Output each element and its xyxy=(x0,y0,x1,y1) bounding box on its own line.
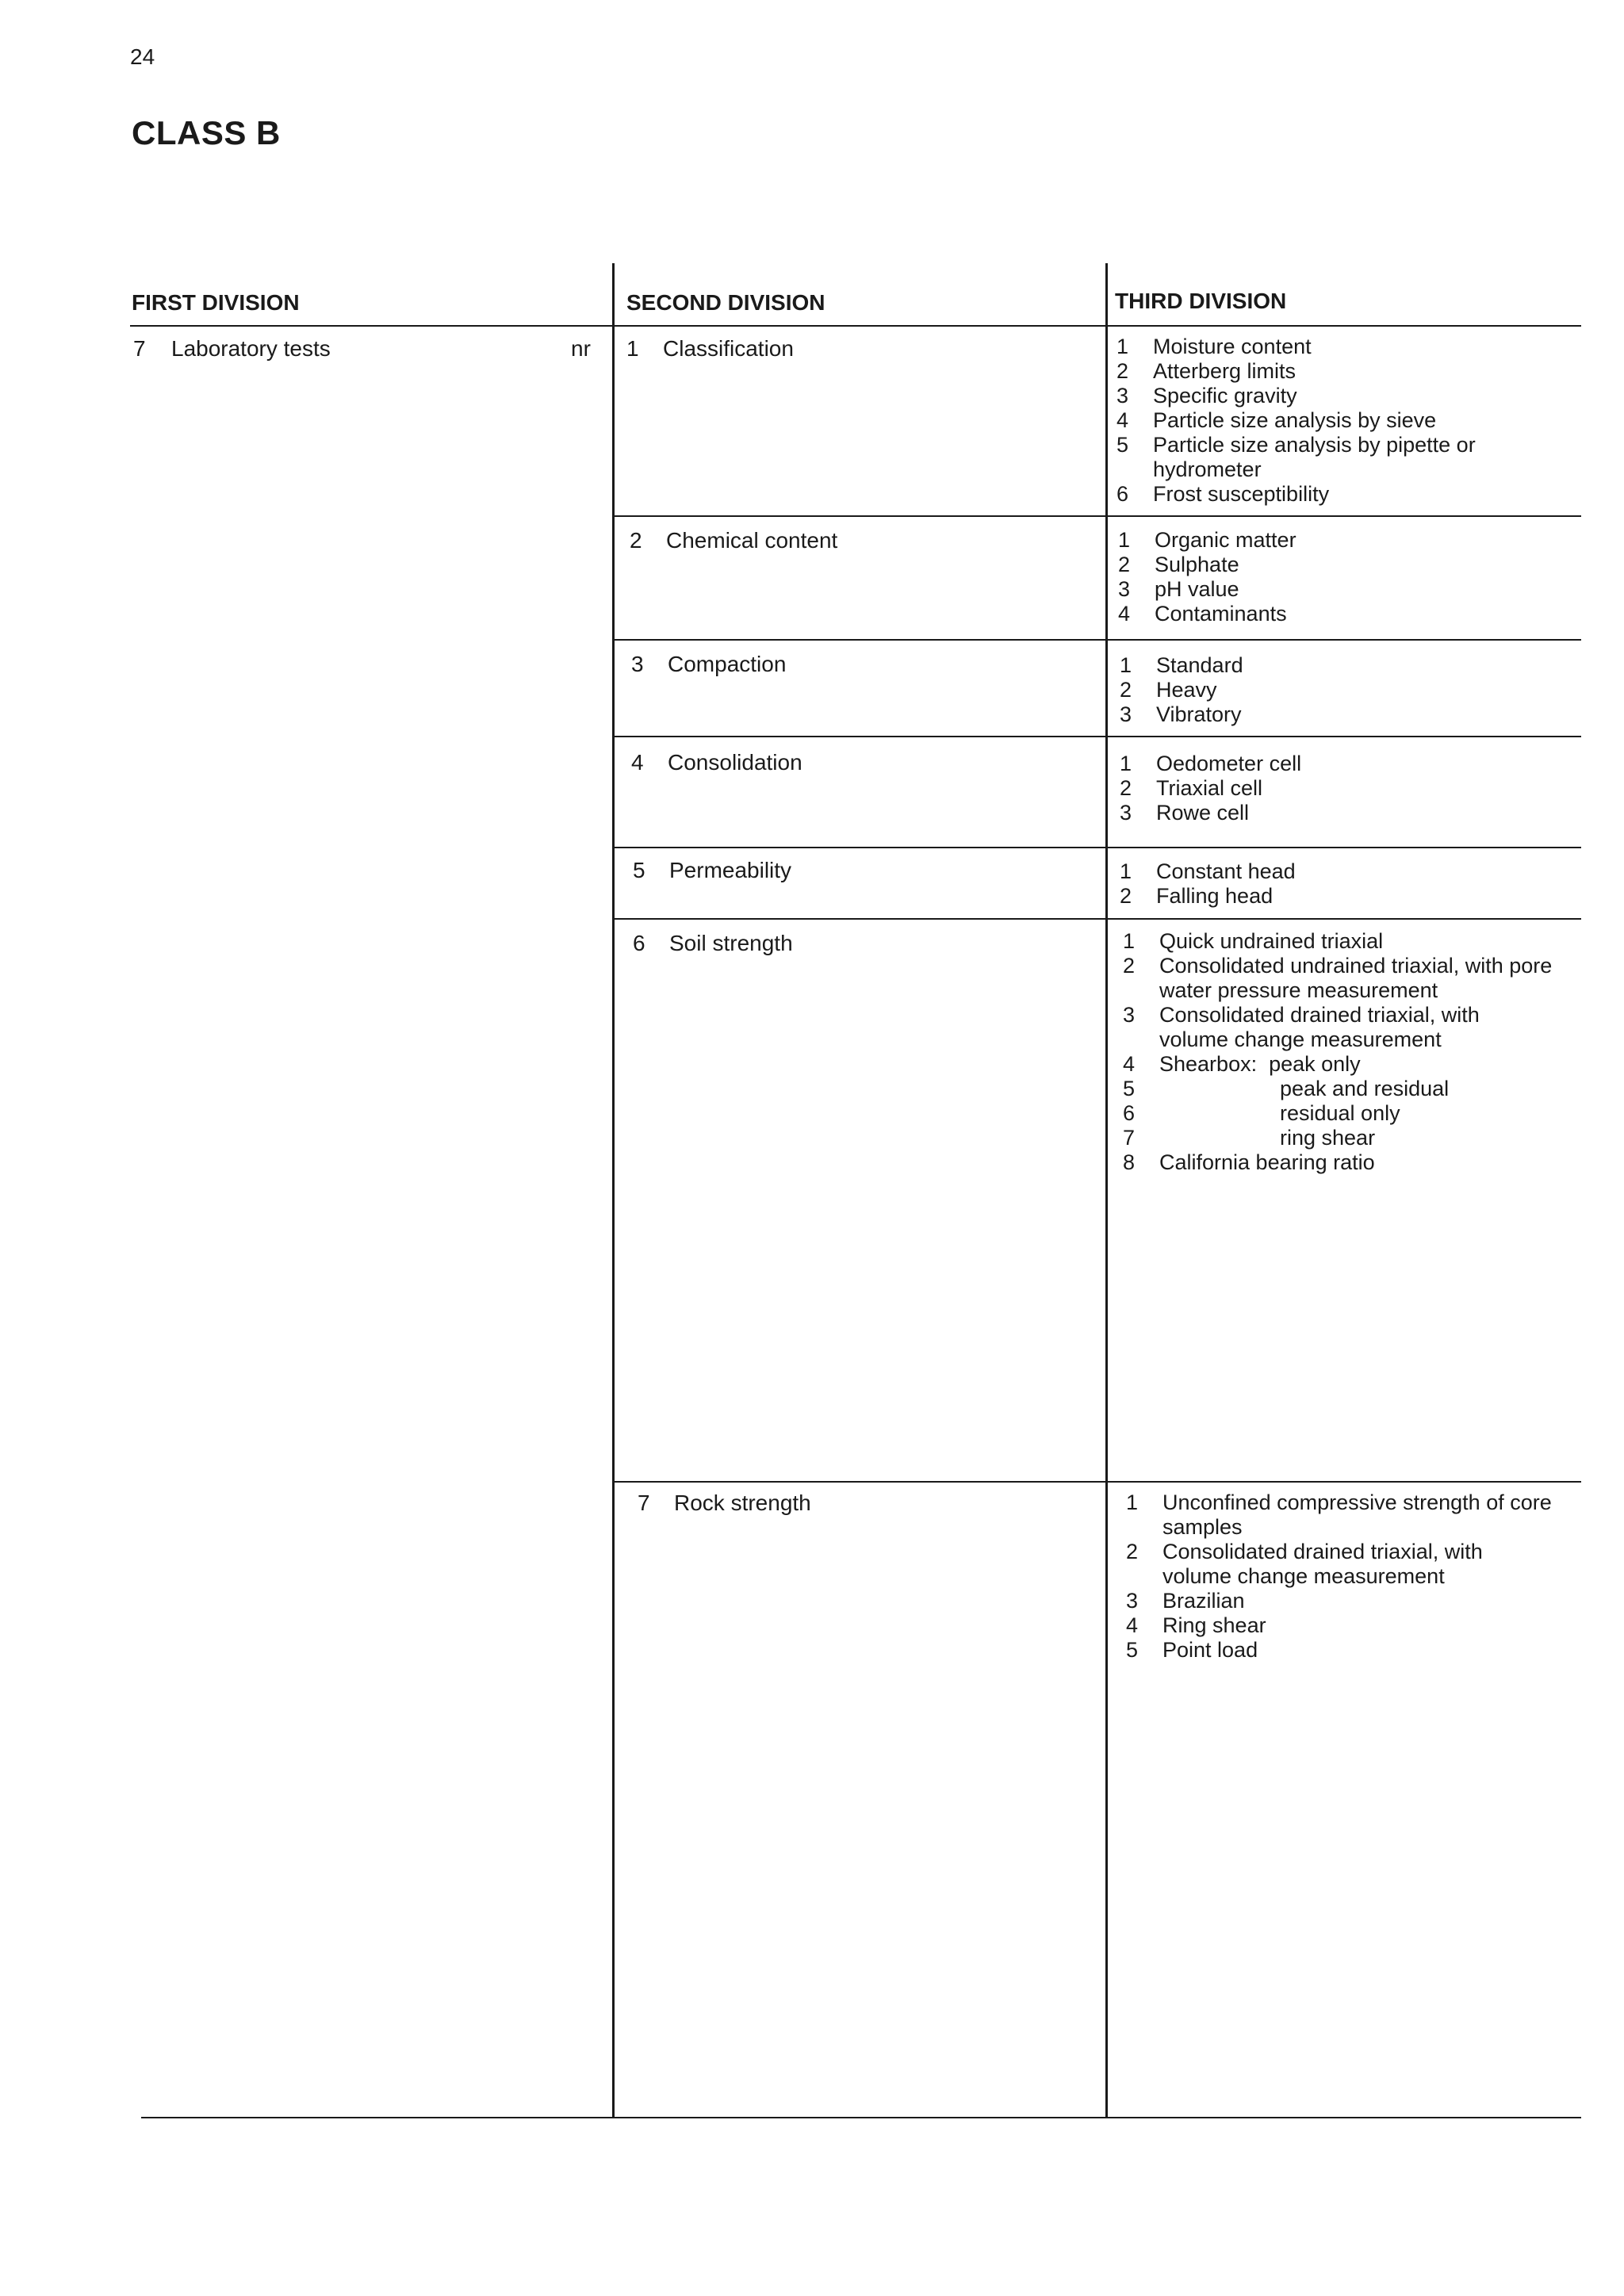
item-label: Consolidation xyxy=(668,750,802,775)
group-rule xyxy=(614,515,1581,517)
list-item: 2 Heavy xyxy=(1120,678,1217,702)
item-label: Chemical content xyxy=(666,528,838,553)
list-item: 1 Constant head xyxy=(1120,859,1296,883)
group-rule xyxy=(614,639,1581,641)
second-division-item xyxy=(630,528,837,553)
second-division-item xyxy=(638,1490,811,1516)
list-item: 2 Consolidated undrained triaxial, with pore water pressure measurement xyxy=(1123,954,1553,1002)
list-item: 1 Standard xyxy=(1120,653,1243,677)
column-divider-second xyxy=(1105,263,1108,2118)
list-item: 4 Particle size analysis by sieve xyxy=(1116,408,1437,432)
measurement-unit: nr xyxy=(571,336,591,361)
header-rule xyxy=(130,325,1581,327)
list-item: 1 Quick undrained triaxial xyxy=(1123,929,1384,953)
third-division-header: THIRD DIVISION xyxy=(1115,289,1287,313)
list-item: 3 Specific gravity xyxy=(1116,384,1297,408)
list-item: 7 ring shear xyxy=(1123,1126,1376,1150)
item-label: Soil strength xyxy=(669,931,793,955)
class-title: CLASS B xyxy=(132,114,281,151)
bottom-rule xyxy=(141,2117,1581,2118)
column-divider-first xyxy=(612,263,615,2118)
list-item: 1 Moisture content xyxy=(1116,335,1312,358)
third-division-list xyxy=(1116,335,1600,507)
second-division-header: SECOND DIVISION xyxy=(626,290,825,315)
page-number: 24 xyxy=(130,44,155,69)
item-number: 1 xyxy=(626,336,639,361)
third-division-list xyxy=(1120,752,1603,825)
list-item: 2 Triaxial cell xyxy=(1120,776,1263,800)
item-number: 4 xyxy=(631,750,644,775)
list-item: 1 Oedometer cell xyxy=(1120,752,1302,775)
item-number: 6 xyxy=(633,931,645,955)
item-label: Permeability xyxy=(669,858,792,882)
list-item: 3 Brazilian xyxy=(1126,1589,1245,1613)
third-division-list xyxy=(1118,528,1602,626)
list-item: 5 Particle size analysis by pipette or hydrometer xyxy=(1116,433,1476,481)
list-item: 5 peak and residual xyxy=(1123,1077,1450,1100)
third-division-list xyxy=(1120,653,1603,727)
group-rule xyxy=(614,847,1581,848)
group-rule xyxy=(614,1481,1581,1483)
first-division-number: 7 xyxy=(133,336,146,361)
second-division-item xyxy=(631,750,802,775)
list-item: 4 Ring shear xyxy=(1126,1613,1266,1637)
list-item: 6 Frost susceptibility xyxy=(1116,482,1330,506)
list-item: 3 pH value xyxy=(1118,577,1239,601)
item-number: 7 xyxy=(638,1490,650,1515)
third-division-list xyxy=(1126,1490,1586,1663)
item-number: 2 xyxy=(630,528,642,553)
first-division-label: Laboratory tests xyxy=(171,336,331,361)
first-division-header: FIRST DIVISION xyxy=(132,290,300,315)
item-label: Classification xyxy=(663,336,794,361)
list-item: 2 Atterberg limits xyxy=(1116,359,1297,383)
list-item: 2 Falling head xyxy=(1120,884,1274,908)
group-rule xyxy=(614,736,1581,737)
list-item: 3 Rowe cell xyxy=(1120,801,1250,825)
list-item: 8 California bearing ratio xyxy=(1123,1150,1375,1174)
list-item: 6 residual only xyxy=(1123,1101,1400,1125)
second-division-item xyxy=(626,336,794,362)
third-division-list xyxy=(1120,859,1603,909)
list-item: 1 Unconfined compressive strength of core samples xyxy=(1126,1490,1552,1539)
list-item: 5 Point load xyxy=(1126,1638,1258,1662)
item-label: Compaction xyxy=(668,652,787,676)
item-number: 5 xyxy=(633,858,645,882)
list-item: 3 Consolidated drained triaxial, with volume change measurement xyxy=(1123,1003,1480,1051)
list-item: 4 Shearbox: peak only xyxy=(1123,1052,1361,1076)
list-item: 1 Organic matter xyxy=(1118,528,1297,552)
list-item: 2 Consolidated drained triaxial, with volume change measurement xyxy=(1126,1540,1483,1588)
first-division-item xyxy=(133,336,331,362)
group-rule xyxy=(614,918,1581,920)
list-item: 4 Contaminants xyxy=(1118,602,1287,626)
list-item: 2 Sulphate xyxy=(1118,553,1239,576)
second-division-item xyxy=(631,652,786,677)
item-number: 3 xyxy=(631,652,644,676)
second-division-item xyxy=(633,858,791,883)
second-division-item xyxy=(633,931,793,956)
item-label: Rock strength xyxy=(674,1490,811,1515)
list-item: 3 Vibratory xyxy=(1120,702,1242,726)
third-division-list xyxy=(1123,929,1586,1175)
